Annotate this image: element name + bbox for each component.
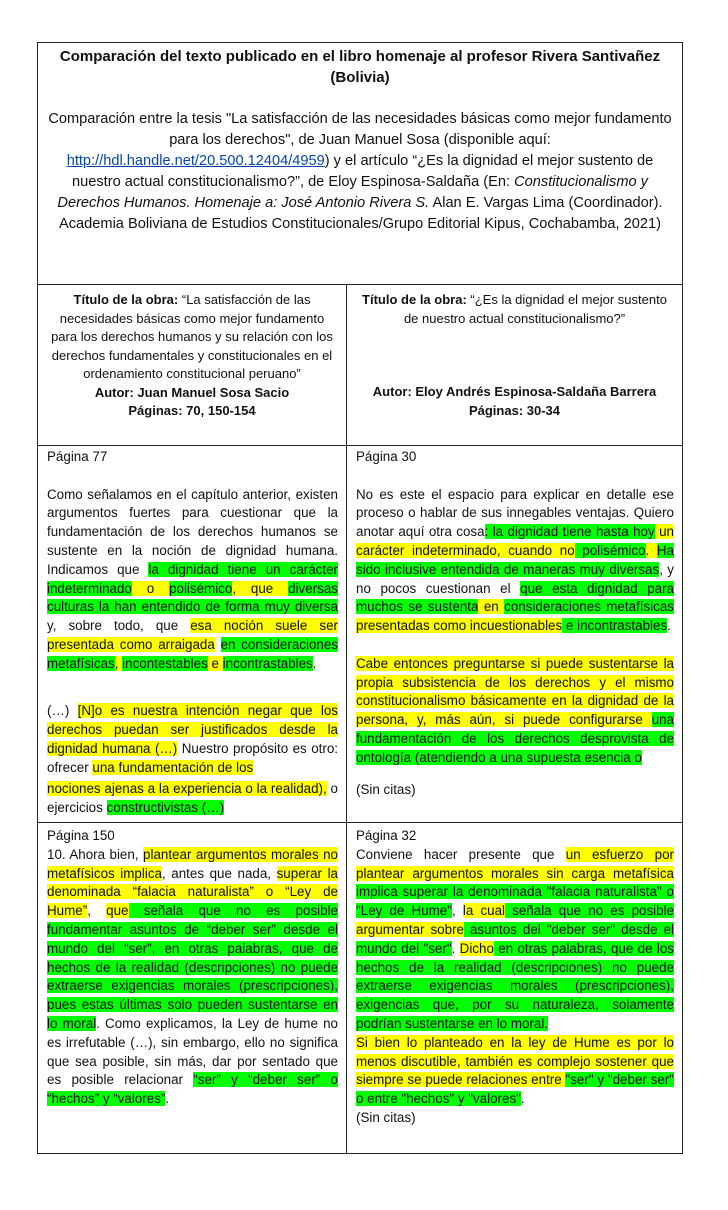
right-excerpt-2 [347,823,682,1153]
right-work-info: Título de la obra: “¿Es la dignidad el mejor sustento de nuestro actual constitucionalismo?” Autor: Eloy Andrés Espinosa-Saldaña Barrera Páginas: 30-34 [362,292,667,418]
right-paragraph-1: No es este el espacio para explicar en detalle ese proceso o hablar de sus innegables ventajas. Quiero anotar aquí otra cosa: la dignidad tiene hasta hoy un carácter indeterminado, cuando no polisémico. Ha sido inclusive entendida de maneras muy diversas, y no pocos cuestionan el que esta dignidad para muchos se sustenta en consideraciones metafísicas presentadas como incuestionables e incontrastables. [356,486,675,634]
thesis-link[interactable]: http://hdl.handle.net/20.500.12404/4959 [66,153,325,169]
left-paragraph-1: Como señalamos en el capítulo anterior, existen argumentos fuertes para cuestionar que la fundamentación de los derechos humanos se sustente en la noción de dignidad humana. Indicamos que la dignidad tiene un carácter indeterminado o polisémico, que diversas culturas la han entendido de forma muy diversa y, sobre todo, que esa noción suele ser presentada como arraigada en consideraciones metafísicas, incontestables e incontrastables. [47,486,338,671]
left-excerpt-1-tail: nociones ajenas a la experiencia o la realidad), o ejercicios constructivistas (…) [47,781,339,815]
document-header [38,43,682,285]
right-paragraph-3: Conviene hacer presente que un esfuerzo por plantear argumentos morales sin carga metafísica implica superar la denominada "falacia naturalista" o "Ley de Hume", la cual señala que no es posible argumentar sobre asuntos del "deber ser" desde el mundo del "ser". Dicho en otras palabras, que de los hechos de la realidad (descripciones) no puede extraerse exigencias morales (prescripciones), exigencias que, por su naturaleza, solamente podrían sustentarse en lo moral. [356,846,674,1031]
left-excerpt-1 [38,446,347,822]
left-work-info: Título de la obra: “La satisfacción de las necesidades básicas como mejor fundamento para los derechos humanos y su relación con los derechos fundamentales y constitucionales en el ordenamiento constitucional peruano” Autor: Juan Manuel Sosa Sacio Páginas: 70, 150-154 [38,285,347,445]
comparison-row-2 [38,823,682,1153]
right-pages: Páginas: 30-34 [468,402,561,418]
left-paragraph-3: 10. Ahora bien, plantear argumentos morales no metafísicos implica, antes que nada, superar la denominada “falacia naturalista” o “Ley de Hume”, que señala que no es posible fundamentar asuntos de “deber ser” desde el mundo del “ser”, en otras palabras, que de hechos de la realidad (descripciones) no puede extraerse exigencias morales (prescripciones), pues estas últimas solo pueden sustentarse en lo moral. Como explicamos, la Ley de hume no es irrefutable (…), sin embargo, ello no significa que sea posible, sin más, dar por sentado que es posible relacionar “ser” y “deber ser” o “hechos” y “valores”. [47,846,339,1107]
right-excerpt-1 [347,446,682,822]
right-page-label: Página 30 [356,449,417,464]
document-title: Comparación del texto publicado en el libro homenaje al profesor Rivera Santivañez (Bolivia) [59,48,661,86]
right-paragraph-2: Cabe entonces preguntarse si puede sustentarse la propia subsistencia de los derechos y el mismo constitucionalismo básicamente en la dignidad de la persona, y, más aún, si puede configurarse una fundamentación de los derechos desprovista de ontología (atendiendo a una supuesta esencia o [356,655,674,765]
comparison-row-1 [38,446,682,823]
right-author: Autor: Eloy Andrés Espinosa-Saldaña Barrera [372,384,657,399]
left-author: Autor: Juan Manuel Sosa Sacio [94,384,290,400]
right-page-label-2: Página 32 [356,828,417,843]
right-sin-citas-1: (Sin citas) [356,782,416,797]
left-page-label: Página 77 [47,449,108,464]
right-sin-citas-2: (Sin citas) [356,1109,416,1125]
left-excerpt-2 [38,823,347,1153]
right-paragraph-4: Si bien lo planteado en la ley de Hume es por lo menos discutible, también es complejo sostener que siempre se puede relaciones entre "ser" y "deber ser" o entre "hechos" y "valores". [356,1034,674,1107]
left-paragraph-2: (…) [N]o es nuestra intención negar que los derechos puedan ser justificados desde la dignidad humana (…) Nuestro propósito es otro: ofrecer una fundamentación de los [47,703,339,775]
document-intro: Comparación entre la tesis "La satisfacción de las necesidades básicas como mejor fundamento para los derechos", de Juan Manuel Sosa (disponible aquí: http://hdl.handle.net/20.500.12404/4959) y el artículo “¿Es la dignidad el mejor sustento de nuestro actual constitucionalismo?”, de Eloy Espinosa-Saldaña (En: Constitucionalismo y Derechos Humanos. Homenaje a: José Antonio Rivera S. Alan E. Vargas Lima (Coordinador). Academia Boliviana de Estudios Constitucionales/Grupo Editorial Kipus, Cochabamba, 2021) [48,111,672,232]
comparison-table [37,42,683,1154]
left-pages: Páginas: 70, 150-154 [128,403,256,418]
metadata-row [38,285,682,446]
left-page-label-2: Página 150 [47,828,115,843]
